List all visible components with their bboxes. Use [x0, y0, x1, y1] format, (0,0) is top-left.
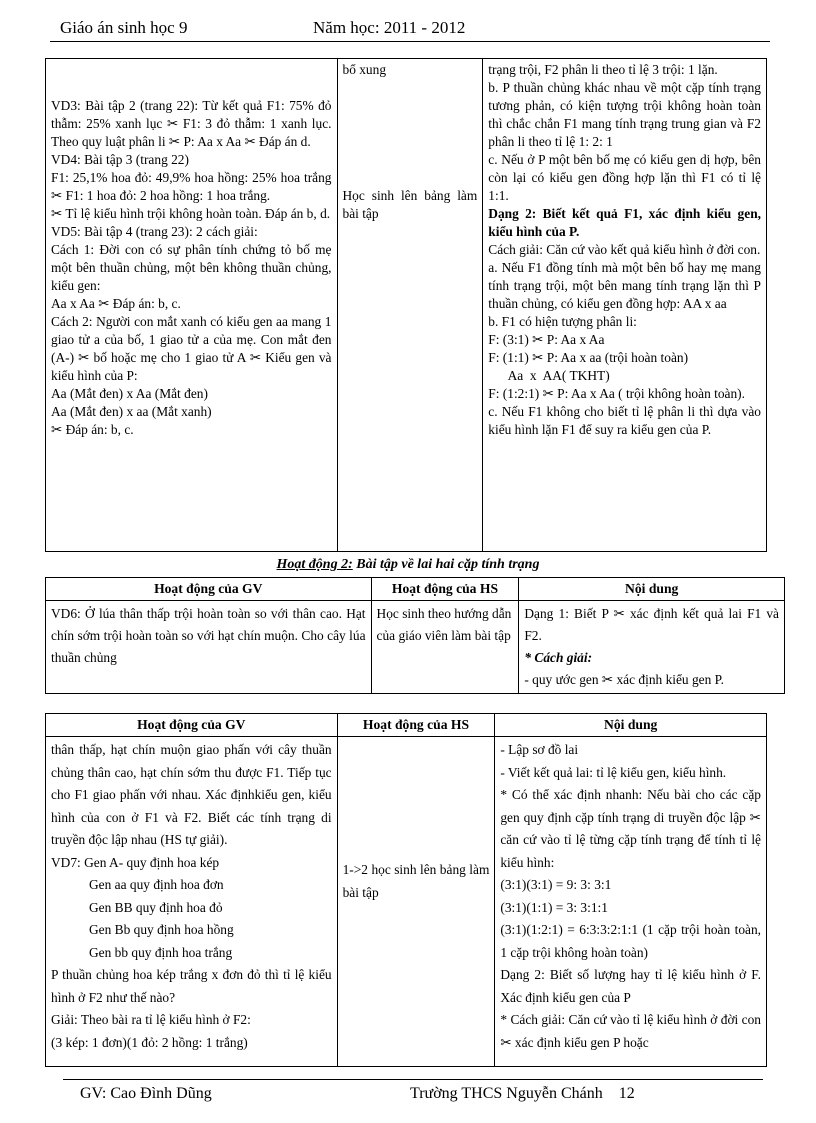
nd-line-2: c. Nếu ở P một bên bố mẹ có kiểu gen dị hợp, bên còn lại có kiểu gen đồng hợp lặn thì F1 có tỉ lệ 1:1. [488, 152, 761, 203]
vd3-text: VD3: Bài tập 2 (trang 22): Từ kết quả F1: 75% đỏ thẫm: 25% xanh lục ✂ F1: 3 đỏ thẫm: 1 xanh lục. Theo quy luật phân li ✂ P: Aa x Aa ✂ Đáp án d. [51, 98, 332, 149]
t3-gen-bb3: Gen bb quy định hoa trắng [89, 944, 233, 960]
t3-gen-bb2: Gen Bb quy định hoa hồng [89, 922, 234, 937]
t2-header-hs: Hoạt động của HS [371, 578, 519, 601]
vd4-title: VD4: Bài tập 3 (trang 22) [51, 152, 189, 167]
footer-left: GV: Cao Đình Dũng [80, 1085, 212, 1102]
t3-gen-aa: Gen aa quy định hoa đơn [89, 877, 224, 892]
t3-header-hs: Hoạt động của HS [337, 714, 495, 737]
nd-line-0: trạng trội, F2 phân li theo tỉ lệ 3 trội: 1 lặn. [488, 62, 718, 77]
hs-top: bổ xung [342, 62, 387, 77]
t2-quyuoc: - quy ước gen ✂ xác định kiểu gen P. [524, 672, 724, 687]
t2-dang1: Dạng 1: Biết P ✂ xác định kết quả lai F1 và F2. [524, 606, 779, 643]
vd5-title: VD5: Bài tập 4 (trang 23): 2 cách giải: [51, 224, 258, 239]
t3-col-gv [46, 737, 338, 1067]
t3-solution: Giải: Theo bài ra tỉ lệ kiểu hình ở F2: [51, 1012, 251, 1027]
t3-nd-0: - Lập sơ đồ lai [500, 742, 579, 757]
t2-cachgiai: * Cách giải: [524, 650, 593, 665]
vd5-way1-answer: Aa x Aa ✂ Đáp án: b, c. [51, 296, 181, 311]
hs-mid: Học sinh lên bảng làm bài tập [342, 188, 478, 221]
t3-nd-5: (3:1)(1:2:1) = 6:3:3:2:1:1 (1 cặp trội hoàn toàn, 1 cặp trội không hoàn toàn) [500, 922, 761, 960]
section-title [0, 557, 816, 573]
footer-divider [63, 1079, 763, 1080]
footer-right: Trường THCS Nguyễn Chánh 12 [410, 1085, 635, 1102]
table-activity-1 [45, 58, 767, 552]
table1-col-gv [46, 59, 338, 552]
t3-nd-4: (3:1)(1:1) = 3: 3:1:1 [500, 899, 608, 915]
vd5-way2: Cách 2: Người con mắt xanh có kiểu gen aa mang 1 giao tử a của bố, 1 giao tử a của mẹ. Con mắt đen (A-) ✂ bố hoặc mẹ cho 1 giao tử A ✂ Kiểu gen và kiểu hình của P: [51, 314, 332, 383]
vd5-answer: ✂ Đáp án: b, c. [51, 422, 134, 437]
t3-hs-text: 1->2 học sinh lên bảng làm bài tập [342, 862, 490, 900]
t3-col-hs [337, 737, 495, 1067]
table1-col-nd [483, 59, 767, 552]
vd5-way1: Cách 1: Đời con có sự phân tính chứng tỏ bố mẹ một bên thuần chủng, một bên không thuần chủng, kiểu gen: [51, 242, 332, 293]
t3-intro: thân thấp, hạt chín muộn giao phấn với cây thuần chủng thân cao, hạt chín sớm thu được F1. Tiếp tục cho F1 giao phấn với nhau. Xác địnhkiểu gen, kiểu hình của con ở F1 và F2. Biết các tính trạng di truyền độc lập nhau (HS tự giải). [51, 742, 332, 847]
nd-a: a. Nếu F1 đồng tính mà một bên bố hay mẹ mang tính trạng trội, một bên mang tính trạng lặn thì P thuần chủng, có kiểu gen đồng hợp: AA x aa [488, 260, 761, 311]
t2-col-gv: VD6: Ở lúa thân thấp trội hoàn toàn so với thân cao. Hạt chín sớm trội hoàn toàn so với hạt chín muộn. Cho cây lúa thuần chủng [46, 601, 372, 694]
header-right: Năm học: 2011 - 2012 [313, 18, 466, 37]
nd-line-1: b. P thuần chủng khác nhau về một cặp tính trạng tương phản, có kiện tượng trội không hoàn toàn thì chắc chắn F1 mang tính trạng trung gian và F2 phân li theo tỉ lệ 1: 2: 1 [488, 80, 761, 149]
table-activity-3 [45, 713, 767, 1067]
t2-header-nd: Nội dung [519, 578, 785, 601]
vd5-cross-1: Aa (Mắt đen) x Aa (Mắt đen) [51, 386, 208, 401]
nd-cachgiai: Cách giải: Căn cứ vào kết quả kiểu hình ở đời con. [488, 242, 761, 257]
header-left: Giáo án sinh học 9 [60, 18, 188, 37]
vd5-cross-2: Aa (Mắt đen) x aa (Mắt xanh) [51, 404, 212, 419]
t3-header-gv: Hoạt động của GV [46, 714, 338, 737]
t3-nd-7: * Cách giải: Căn cứ vào tỉ lệ kiểu hình ở đời con ✂ xác định kiểu gen P hoặc [500, 1012, 761, 1050]
t3-col-nd [495, 737, 767, 1067]
t3-vd7: VD7: Gen A- quy định hoa kép [51, 854, 220, 870]
t3-nd-6: Dạng 2: Biết số lượng hay tỉ lệ kiểu hình ở F. Xác định kiểu gen của P [500, 967, 761, 1005]
t2-col-nd [519, 601, 785, 694]
nd-f31: F: (3:1) ✂ P: Aa x Aa [488, 332, 605, 347]
header-divider [50, 41, 770, 42]
nd-f121: F: (1:2:1) ✂ P: Aa x Aa ( trội không hoàn toàn). [488, 386, 745, 401]
vd4-answer: ✂ Tỉ lệ kiểu hình trội không hoàn toàn. Đáp án b, d. [51, 206, 331, 221]
t3-header-nd: Nội dung [495, 714, 767, 737]
nd-b: b. F1 có hiện tượng phân li: [488, 314, 637, 329]
table1-col-hs [337, 59, 483, 552]
t3-nd-3: (3:1)(3:1) = 9: 3: 3:1 [500, 877, 612, 892]
nd-f11: F: (1:1) ✂ P: Aa x aa (trội hoàn toàn) [488, 350, 689, 365]
t3-nd-2: * Có thể xác định nhanh: Nếu bài cho các cặp gen quy định cặp tính trạng di truyền độc lập ✂ căn cứ vào tỉ lệ từng cặp tính trạng để tính tỉ lệ kiểu hình: [500, 787, 761, 870]
nd-c: c. Nếu F1 không cho biết tỉ lệ phân li thì dựa vào kiểu hình lặn F1 để suy ra kiểu gen của P. [488, 404, 761, 437]
t3-gen-bb1: Gen BB quy định hoa đỏ [89, 899, 223, 915]
t2-col-hs: Học sinh theo hướng dẫn của giáo viên làm bài tập [371, 601, 519, 694]
t2-header-gv: Hoạt động của GV [46, 578, 372, 601]
t3-ratio: (3 kép: 1 đơn)(1 đỏ: 2 hồng: 1 trắng) [51, 1034, 248, 1050]
nd-dang2: Dạng 2: Biết kết quả F1, xác định kiểu gen, kiểu hình của P. [488, 206, 761, 239]
t3-question: P thuần chủng hoa kép trắng x đơn đỏ thì tỉ lệ kiểu hình ở F2 như thế nào? [51, 967, 332, 1005]
section-label: Hoạt động 2: [276, 557, 353, 572]
section-text: Bài tập về lai hai cặp tính trạng [352, 557, 540, 572]
vd4-text: F1: 25,1% hoa đỏ: 49,9% hoa hồng: 25% hoa trắng ✂ F1: 1 hoa đỏ: 2 hoa hồng: 1 hoa trắng. [51, 170, 332, 203]
t3-nd-1: - Viết kết quả lai: tỉ lệ kiểu gen, kiểu hình. [500, 764, 727, 780]
table-activity-2 [45, 577, 785, 694]
nd-tkht: Aa x AA( TKHT) [488, 368, 610, 383]
